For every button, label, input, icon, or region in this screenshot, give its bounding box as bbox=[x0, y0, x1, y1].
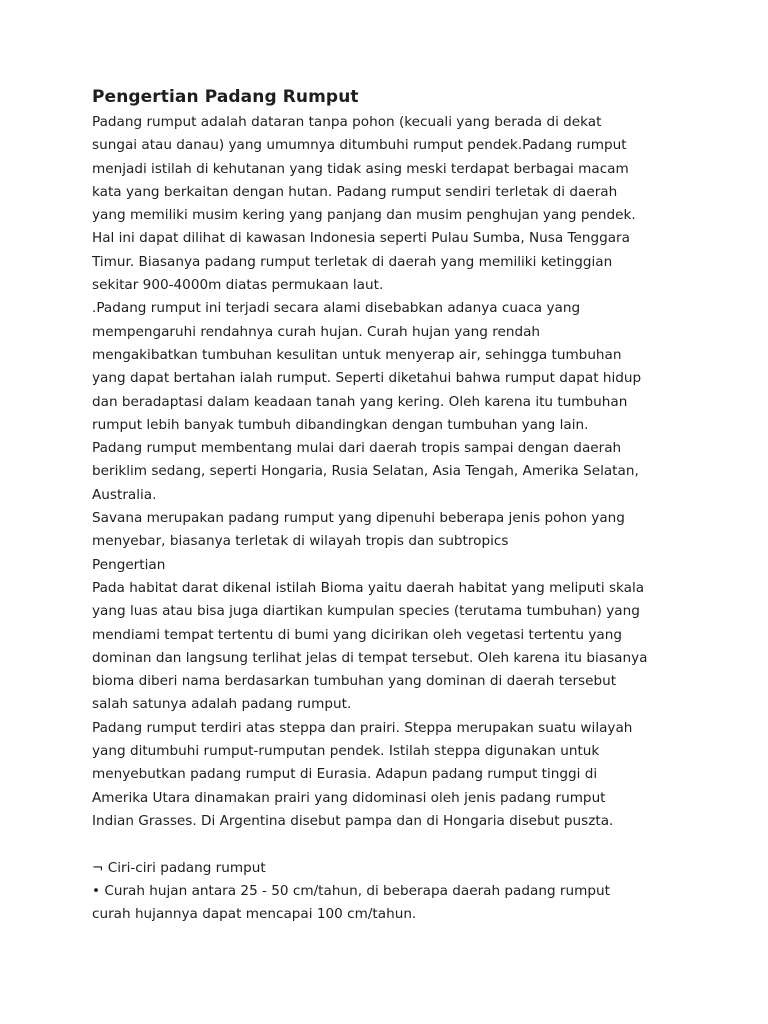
section-heading-ciri-ciri: ¬ Ciri-ciri padang rumput bbox=[92, 859, 266, 876]
paragraph-bioma: Pada habitat darat dikenal istilah Bioma yaitu daerah habitat yang meliputi skala yang luas atau bisa juga diartikan kumpulan species (terutama tumbuhan) yang mendiami tempat tertentu di bumi yang dicirikan oleh vegetasi tertentu yang dominan dan langsung terlihat jelas di tempat tersebut. Oleh karena itu biasanya bioma diberi nama berdasarkan tumbuhan yang dominan di daerah tersebut salah satunya adalah padang rumput. bbox=[92, 579, 648, 713]
document-page bbox=[92, 84, 692, 926]
paragraph-formation: .Padang rumput ini terjadi secara alami disebabkan adanya cuaca yang mempengaruhi rendahnya curah hujan. Curah hujan yang rendah mengakibatkan tumbuhan kesulitan untuk menyerap air, sehingga tumbuhan yang dapat bertahan ialah rumput. Seperti diketahui bahwa rumput dapat hidup dan beradaptasi dalam keadaan tanah yang kering. Oleh karena itu tumbuhan rumput lebih banyak tumbuh dibandingkan dengan tumbuhan yang lain. bbox=[92, 300, 642, 433]
bullet-item: • Curah hujan antara 25 - 50 cm/tahun, di beberapa daerah padang rumput curah hujannya dapat mencapai 100 cm/tahun. bbox=[92, 882, 610, 923]
blank-line bbox=[92, 833, 692, 856]
paragraph-distribution: Padang rumput membentang mulai dari daerah tropis sampai dengan daerah beriklim sedang, seperti Hongaria, Rusia Selatan, Asia Tengah, Amerika Selatan, Australia. bbox=[92, 440, 639, 503]
paragraph-definition: Padang rumput adalah dataran tanpa pohon (kecuali yang berada di dekat sungai atau danau) yang umumnya ditumbuhi rumput pendek.Padang rumput menjadi istilah di kehutanan yang tidak asing meski terdapat berbagai macam kata yang berkaitan dengan hutan. Padang rumput sendiri terletak di daerah yang memiliki musim kering yang panjang dan musim penghujan yang pendek. Hal ini dapat dilihat di kawasan Indonesia seperti Pulau Sumba, Nusa Tenggara Timur. Biasanya padang rumput terletak di daerah yang memiliki ketinggian sekitar 900-4000m diatas permukaan laut. bbox=[92, 114, 636, 294]
paragraph-steppa-prairi: Padang rumput terdiri atas steppa dan prairi. Steppa merupakan suatu wilayah yang ditumbuhi rumput-rumputan pendek. Istilah steppa digunakan untuk menyebutkan padang rumput di Eurasia. Adapun padang rumput tinggi di Amerika Utara dinamakan prairi yang didominasi oleh jenis padang rumput Indian Grasses. Di Argentina disebut pampa dan di Hongaria disebut puszta. bbox=[92, 719, 633, 829]
paragraph-subheading-pengertian: Pengertian bbox=[92, 556, 166, 573]
paragraph-savana: Savana merupakan padang rumput yang dipenuhi beberapa jenis pohon yang menyebar, biasanya terletak di wilayah tropis dan subtropics bbox=[92, 510, 625, 550]
document-title: Pengertian Padang Rumput bbox=[92, 87, 359, 107]
